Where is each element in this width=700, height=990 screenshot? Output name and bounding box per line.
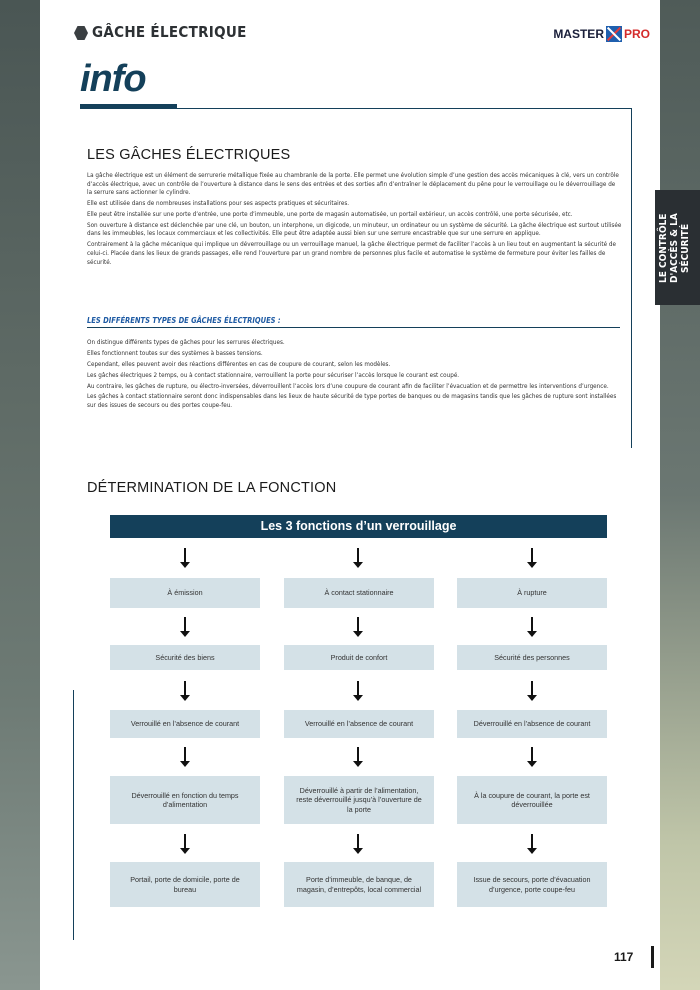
flow-box: À contact stationnaire [284, 578, 434, 608]
types-paragraph: Elles fonctionnent toutes sur des systèmes à basses tensions. [87, 349, 263, 357]
brand-logo [553, 26, 650, 42]
intro-paragraph: Contrairement à la gâche mécanique qui implique un déverrouillage ou un verrouillage manuel, la gâche électrique permet de faciliter l’accès à un lieu tout en augmentant la sécurité de celui-ci. Placée dans les lieux de grands passages, elle rend l’ouverture par un grand nombre de personnes plus facile et automatise le système de fermeture pour éviter les failles de sécurité. [87, 241, 616, 266]
down-arrow-icon [531, 747, 533, 763]
flow-box: Sécurité des biens [110, 645, 260, 670]
types-paragraph: Cependant, elles peuvent avoir des réactions différentes en cas de coupure de courant, selon les modèles. [87, 360, 391, 368]
frame-line-right [631, 108, 632, 448]
down-arrow-icon [357, 747, 359, 763]
flow-box: Sécurité des personnes [457, 645, 607, 670]
flow-box: À émission [110, 578, 260, 608]
flow-box: Issue de secours, porte d’évacuation d’urgence, porte coupe-feu [457, 862, 607, 907]
page-number-bar [651, 946, 654, 968]
logo-master-text: MASTER [553, 27, 604, 41]
intro-paragraph: Elle est utilisée dans de nombreuses installations pour ses aspects pratiques et sécuritaires. [87, 200, 350, 208]
down-arrow-icon [531, 617, 533, 633]
down-arrow-icon [531, 548, 533, 564]
subheading-types: LES DIFFÉRENTS TYPES DE GÂCHES ÉLECTRIQUES : [87, 316, 281, 325]
flow-box: Déverrouillé en l’absence de courant [457, 710, 607, 738]
down-arrow-icon [357, 834, 359, 850]
subheading-rule [87, 327, 620, 328]
types-paragraph: Les gâches à contact stationnaire seront donc indispensables dans les lieux de haute sécurité de type portes de banques ou de magasins tandis que les gâches de rupture sont installées sur des issues de secours ou des portes coupe-feu. [87, 393, 617, 410]
down-arrow-icon [184, 834, 186, 850]
info-underline [80, 104, 177, 109]
section-title-fonction: DÉTERMINATION DE LA FONCTION [87, 480, 337, 496]
down-arrow-icon [531, 834, 533, 850]
side-tab-label: LE CONTRÔLE D'ACCÈS & LA SÉCURITÉ [658, 213, 691, 283]
intro-paragraph: La gâche électrique est un élément de serrurerie métallique fixée au chambranle de la porte. Elle permet une évolution simple d’une gestion des accès mécaniques à clé, vers un contrôle d’accès électrique, avec un contrôle de l’ouverture à distance dans le sens des entrées et des sorties afin d’entraîner le déplacement du pêne pour le verrouillage ou le déverrouillage de la serrure sans actionner le cylindre. [87, 172, 619, 197]
down-arrow-icon [531, 681, 533, 697]
frame-line-top [177, 108, 632, 109]
page-number: 117 [614, 950, 634, 964]
down-arrow-icon [184, 548, 186, 564]
flow-box: Produit de confort [284, 645, 434, 670]
types-paragraph: On distingue différents types de gâches pour les serrures électriques. [87, 339, 285, 346]
flow-box: Déverrouillé en fonction du temps d’alimentation [110, 776, 260, 824]
logo-cross-icon [606, 26, 622, 42]
down-arrow-icon [184, 617, 186, 633]
logo-pro-text: PRO [623, 27, 650, 41]
info-heading: info [80, 58, 146, 100]
intro-text [87, 172, 622, 269]
flow-box: Porte d’immeuble, de banque, de magasin, d’entrepôts, local commercial [284, 862, 434, 907]
flow-box: Verrouillé en l’absence de courant [110, 710, 260, 738]
header-title: GÂCHE ÉLECTRIQUE [92, 23, 247, 41]
down-arrow-icon [357, 681, 359, 697]
down-arrow-icon [184, 681, 186, 697]
types-paragraph: Les gâches électriques 2 temps, ou à contact stationnaire, verrouillent la porte pour sécuriser l’accès lorsque le courant est coupé. [87, 371, 460, 379]
frame-line-left [73, 690, 74, 940]
flow-box: Déverrouillé à partir de l’alimentation, reste déverrouillé jusqu’à l’ouverture de la porte [284, 776, 434, 824]
flow-box: Portail, porte de domicile, porte de bureau [110, 862, 260, 907]
types-paragraph: Au contraire, les gâches de rupture, ou électro-inversées, déverrouillent l’accès lors d’une coupure de courant afin de faciliter l’évacuation et de permettre les interventions d’urgence. [87, 382, 609, 390]
down-arrow-icon [357, 617, 359, 633]
diagram-banner: Les 3 fonctions d’un verrouillage [110, 515, 607, 538]
flow-box: Verrouillé en l’absence de courant [284, 710, 434, 738]
down-arrow-icon [184, 747, 186, 763]
flow-box: À rupture [457, 578, 607, 608]
intro-paragraph: Elle peut être installée sur une porte d’entrée, une porte d’immeuble, une porte de magasin automatisée, un portail extérieur, un accès contrôlé, une porte sécurisée, etc. [87, 210, 573, 218]
down-arrow-icon [357, 548, 359, 564]
flow-box: À la coupure de courant, la porte est déverrouillée [457, 776, 607, 824]
section-title-gaches: LES GÂCHES ÉLECTRIQUES [87, 147, 291, 163]
types-text [87, 339, 622, 413]
intro-paragraph: Son ouverture à distance est déclenchée par une clé, un bouton, un interphone, un digicode, un minuteur, un ordinateur ou un système de sécurité. La gâche électrique est surtout utilisée dans les immeubles, les locaux commerciaux et les collectivités. Elle peut être adaptée aussi bien sur une serrure encastrable que sur une serrure en applique. [87, 221, 622, 238]
